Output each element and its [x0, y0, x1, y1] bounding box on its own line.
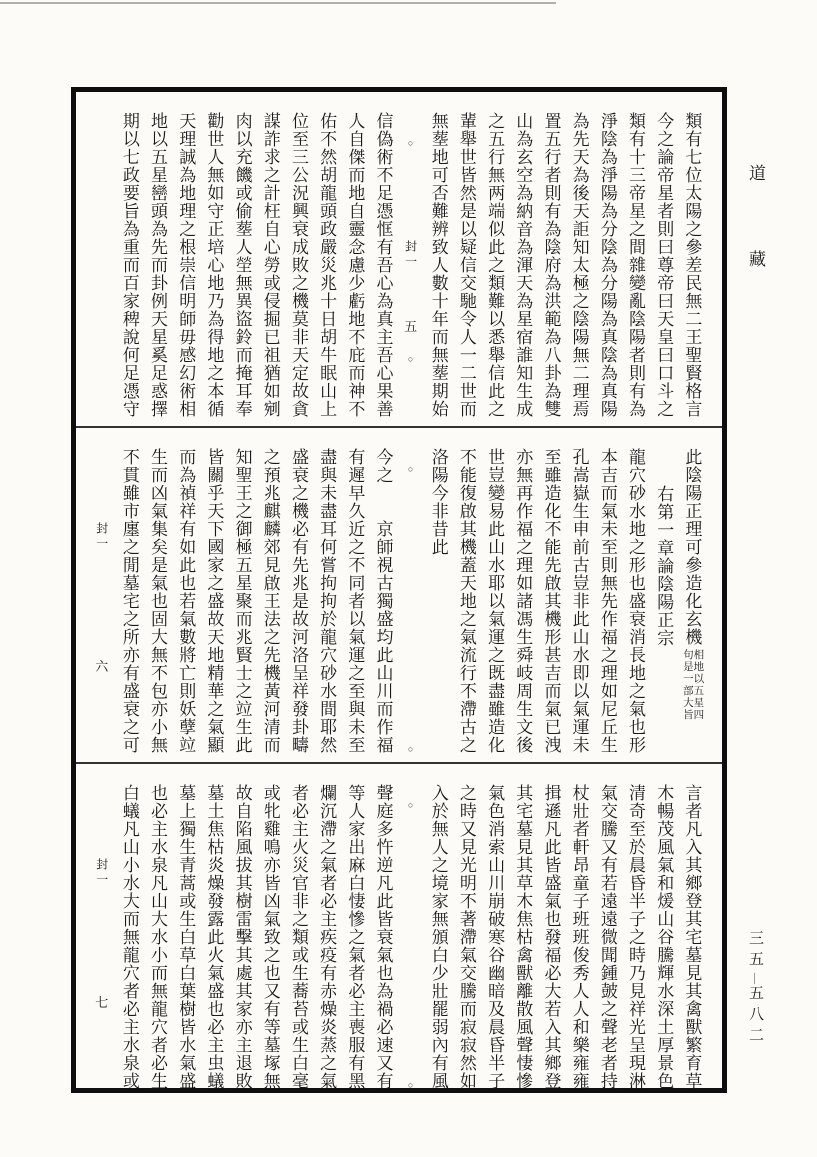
column-text: 皆關乎天下國家之盛故天地精華之氣顯	[204, 448, 224, 754]
circle-mark-icon: ○	[407, 354, 414, 364]
circle-mark-icon: ○	[407, 1080, 414, 1090]
column-text: 本吉而氣未至則無先作福之理如尼丘生	[597, 448, 617, 754]
text-column	[452, 112, 480, 420]
text-column	[228, 448, 256, 756]
folio-page-number: 七	[95, 995, 109, 1010]
column-text: 入於無人之境家無頒白少壯罷弱內有風	[428, 784, 448, 1090]
volume-separator: —	[749, 973, 761, 984]
column-text: 知聖王之御極五星聚而兆賢士之竝生此	[232, 448, 252, 754]
column-text: 故自陷風拔其樹雷擊其處其家亦主退敗	[232, 784, 252, 1090]
text-column	[678, 112, 706, 420]
text-column	[593, 112, 621, 420]
column-text: 者必主火災官非之類或生蕎苔或生白毫	[288, 784, 308, 1090]
text-column	[481, 784, 509, 1090]
text-column	[284, 784, 312, 1090]
scan-artifact-line	[0, 2, 556, 4]
text-column	[678, 784, 706, 1090]
text-column	[593, 784, 621, 1090]
text-column	[341, 112, 369, 420]
text-column	[369, 112, 397, 420]
column-text: 期以七政要旨為重而百家稗說何足憑守	[119, 112, 139, 418]
column-text: 之五行無两端似此之類難以悉舉信此之	[485, 112, 505, 418]
folio-marker	[88, 784, 115, 1082]
column-text: 言者凡入其鄉登其宅墓見其禽獸繁育草	[682, 784, 702, 1090]
column-text: 或牝雞鳴亦皆凶氣致之也又有等墓塚無	[260, 784, 280, 1090]
column-text: 無塟地可否難辨致人數十年而無塟期始	[428, 112, 448, 418]
text-column	[200, 448, 228, 756]
column-text: 揖遜凡此皆盛氣也發福必大若入其鄉登	[541, 784, 561, 1090]
column-text: 龍穴砂水地之形也盛衰消長地之氣也形	[626, 448, 646, 754]
column-text: 洛陽今非昔此	[428, 448, 448, 556]
column-text: 亦無再作福之理如諸馮生舜岐周生文後	[513, 448, 533, 754]
text-column	[621, 784, 649, 1090]
column-text: 聲庭多忤逆凡此皆衰氣也為禍必速又有	[373, 784, 393, 1090]
text-column	[115, 112, 143, 420]
folio-marker-label: 封一	[94, 522, 109, 552]
text-column	[509, 448, 537, 756]
text-column	[424, 784, 452, 1090]
column-text: 墓上獨生青蒿或生白草白葉樹皆水氣盛	[176, 784, 196, 1090]
text-column	[284, 448, 312, 756]
interlinear-annotation	[681, 649, 702, 721]
register	[76, 92, 722, 426]
column-text: 佑不然胡龍頭政嚴災兆十日胡牛眠山上	[317, 112, 337, 418]
text-column	[143, 784, 171, 1090]
column-text: 類有十三帝星之間雜變亂陰陽者則有為	[626, 112, 646, 418]
register	[76, 426, 722, 762]
column-text: 氣交騰又有若遠遠微聞鍾皷之聲老者持	[597, 784, 617, 1090]
column-text: 類有七位太陽之參差民無二王聖賢格言	[682, 112, 702, 418]
text-column	[115, 448, 143, 756]
circle-mark-icon: ○	[407, 744, 414, 754]
column-text: 孔嵩嶽生申前古豈非此山水即以氣運未	[569, 448, 589, 754]
text-column	[341, 784, 369, 1090]
column-text: 清奇至於晨昏半子之時乃見祥光呈現淋	[626, 784, 646, 1090]
text-column	[341, 448, 369, 756]
text-column	[200, 784, 228, 1090]
column-text: 不貫雖市廛之閒墓宅之所亦有盛衰之可	[119, 448, 139, 754]
register	[76, 762, 722, 1088]
text-column	[369, 448, 397, 756]
volume-page-label	[747, 930, 762, 1048]
circle-mark-icon: ○	[407, 800, 414, 810]
column-text: 位至三公況興衰成敗之機莫非天定故貪	[288, 112, 308, 418]
column-text: 此陰陽正理可參造化玄機	[682, 448, 702, 646]
column-text: 輩舉世皆然是以疑信交馳令人一二世而	[456, 112, 476, 418]
text-column	[452, 784, 480, 1090]
column-text: 勸世人無如守正培心地乃為得地之本循	[204, 112, 224, 418]
volume-number: 三五	[747, 930, 763, 972]
text-column	[621, 112, 649, 420]
folio-marker	[88, 448, 115, 756]
centerfold-marks	[397, 784, 424, 1090]
collection-label-zang: 藏	[749, 250, 766, 269]
column-text: 不能復啟其機蓋天地之氣流行不滯古之	[456, 448, 476, 754]
column-text: 等人家出麻白悽慘之氣者必主喪服有黑	[345, 784, 365, 1090]
text-column	[537, 784, 565, 1090]
text-column	[424, 448, 452, 756]
column-text: 今之 京師視古獨盛均此山川而作福	[373, 448, 393, 754]
text-column	[424, 112, 452, 420]
text-column	[481, 112, 509, 420]
column-text: 右第一章論陰陽正宗	[654, 485, 674, 647]
text-column	[650, 112, 678, 420]
text-column	[509, 112, 537, 420]
annotation-column-right: 相地以五星四	[692, 649, 704, 721]
column-text: 置五行者則有為陰府為洪範為八卦為雙	[541, 112, 561, 418]
text-column	[143, 448, 171, 756]
text-column	[565, 448, 593, 756]
text-column	[678, 448, 706, 756]
page-number: 五八二	[747, 985, 763, 1048]
column-text: 山為玄空為納音為渾天為星宿誰知生成	[513, 112, 533, 418]
column-text: 今之論帝星者則曰尊帝曰天皇曰口斗之	[654, 112, 674, 418]
text-column	[565, 112, 593, 420]
column-text: 盛衰之機必有先兆是故河洛呈祥發卦疇	[288, 448, 308, 754]
column-text: 白蟻凡山小水大而無龍穴者必主水泉或	[119, 784, 139, 1090]
column-text: 氣色消索山川崩破寒谷幽暗及晨昏半子	[485, 784, 505, 1090]
text-column	[650, 784, 678, 1090]
text-column	[481, 448, 509, 756]
column-text: 之時又見光明不著滯氣交騰而寂寂然如	[456, 784, 476, 1090]
column-text: 信偽術不足憑恇有吾心為真主吾心果善	[373, 112, 393, 418]
text-column	[284, 112, 312, 420]
text-column	[621, 448, 649, 756]
text-column	[313, 448, 341, 756]
circle-mark-icon: ○	[407, 138, 414, 148]
column-text: 有遲早久近之不同者以氣運之至與未至	[345, 448, 365, 754]
text-column	[369, 784, 397, 1090]
column-text: 也必主水泉凡山大水小而無龍穴者必生	[148, 784, 168, 1090]
text-column	[200, 112, 228, 420]
text-column	[313, 784, 341, 1090]
column-text: 之預兆麒麟郊見啟王法之先機黃河清而	[260, 448, 280, 754]
text-column	[143, 112, 171, 420]
column-text: 墓土焦枯炎燥發露此火氣盛也必主虫蟻	[204, 784, 224, 1090]
centerfold-marks	[397, 448, 424, 756]
column-text: 地以五星巒頭為先而卦例天星奚足惑擇	[148, 112, 168, 418]
column-text: 爛沉滯之氣者必主疾疫有赤燥炎蒸之氣	[317, 784, 337, 1090]
column-text: 人自傑而地自靈念慮少虧地不庇而神不	[345, 112, 365, 418]
text-column	[313, 112, 341, 420]
text-column	[256, 112, 284, 420]
text-column	[537, 448, 565, 756]
text-column	[565, 784, 593, 1090]
column-text: 世豈變易此山水耶以氣運之既盡雖造化	[485, 448, 505, 754]
annotation-column-left: 句是一部大旨	[681, 649, 693, 721]
circle-mark-icon: ○	[407, 464, 414, 474]
collection-label-dao: 道	[749, 164, 766, 183]
column-text: 盡與未盡耳何嘗拘拘於龍穴砂水間耶然	[317, 448, 337, 754]
folio-marker-label: 封一	[403, 240, 418, 270]
folio-marker-label: 封一	[94, 858, 109, 888]
text-column	[172, 112, 200, 420]
text-frame	[71, 87, 727, 1093]
text-column	[256, 784, 284, 1090]
text-column	[509, 784, 537, 1090]
column-text: 生而凶氣集矣是氣也固大無不包亦小無	[148, 448, 168, 754]
text-column	[650, 448, 678, 756]
text-column	[115, 784, 143, 1090]
text-column	[537, 112, 565, 420]
text-column	[256, 448, 284, 756]
text-column	[228, 112, 256, 420]
column-text: 肉以充饑或偷塟人塋無異盜鈴而掩耳奉	[232, 112, 252, 418]
column-text: 其宅墓見其草木焦枯禽獸離散風聲悽慘	[513, 784, 533, 1090]
folio-page-number: 六	[95, 659, 109, 674]
text-column	[452, 448, 480, 756]
column-text: 謀詐求之計枉自心勞或侵掘已祖猶如剜	[260, 112, 280, 418]
folio-page-number: 五	[404, 319, 418, 334]
text-column	[593, 448, 621, 756]
column-text: 天理誠為地理之根崇信明師毋感幻術相	[176, 112, 196, 418]
column-text: 而為禎祥有如此也若氣數將亡則妖孽竝	[176, 448, 196, 754]
column-text: 至雖造化不能先啟其機形甚吉而氣已洩	[541, 448, 561, 754]
column-text: 木暢茂風氣和煖山谷騰輝水深土厚景色	[654, 784, 674, 1090]
folio-marker	[397, 112, 424, 420]
text-column	[172, 448, 200, 756]
column-text: 杖壯者軒昂童子班班俊秀人人和樂雍雍	[569, 784, 589, 1090]
column-text: 為先天為後天詎知太極之陰陽無二理焉	[569, 112, 589, 418]
column-text: 淨陰為淨陽為分陰為分陽為真陰為真陽	[597, 112, 617, 418]
text-column	[172, 784, 200, 1090]
text-column	[228, 784, 256, 1090]
